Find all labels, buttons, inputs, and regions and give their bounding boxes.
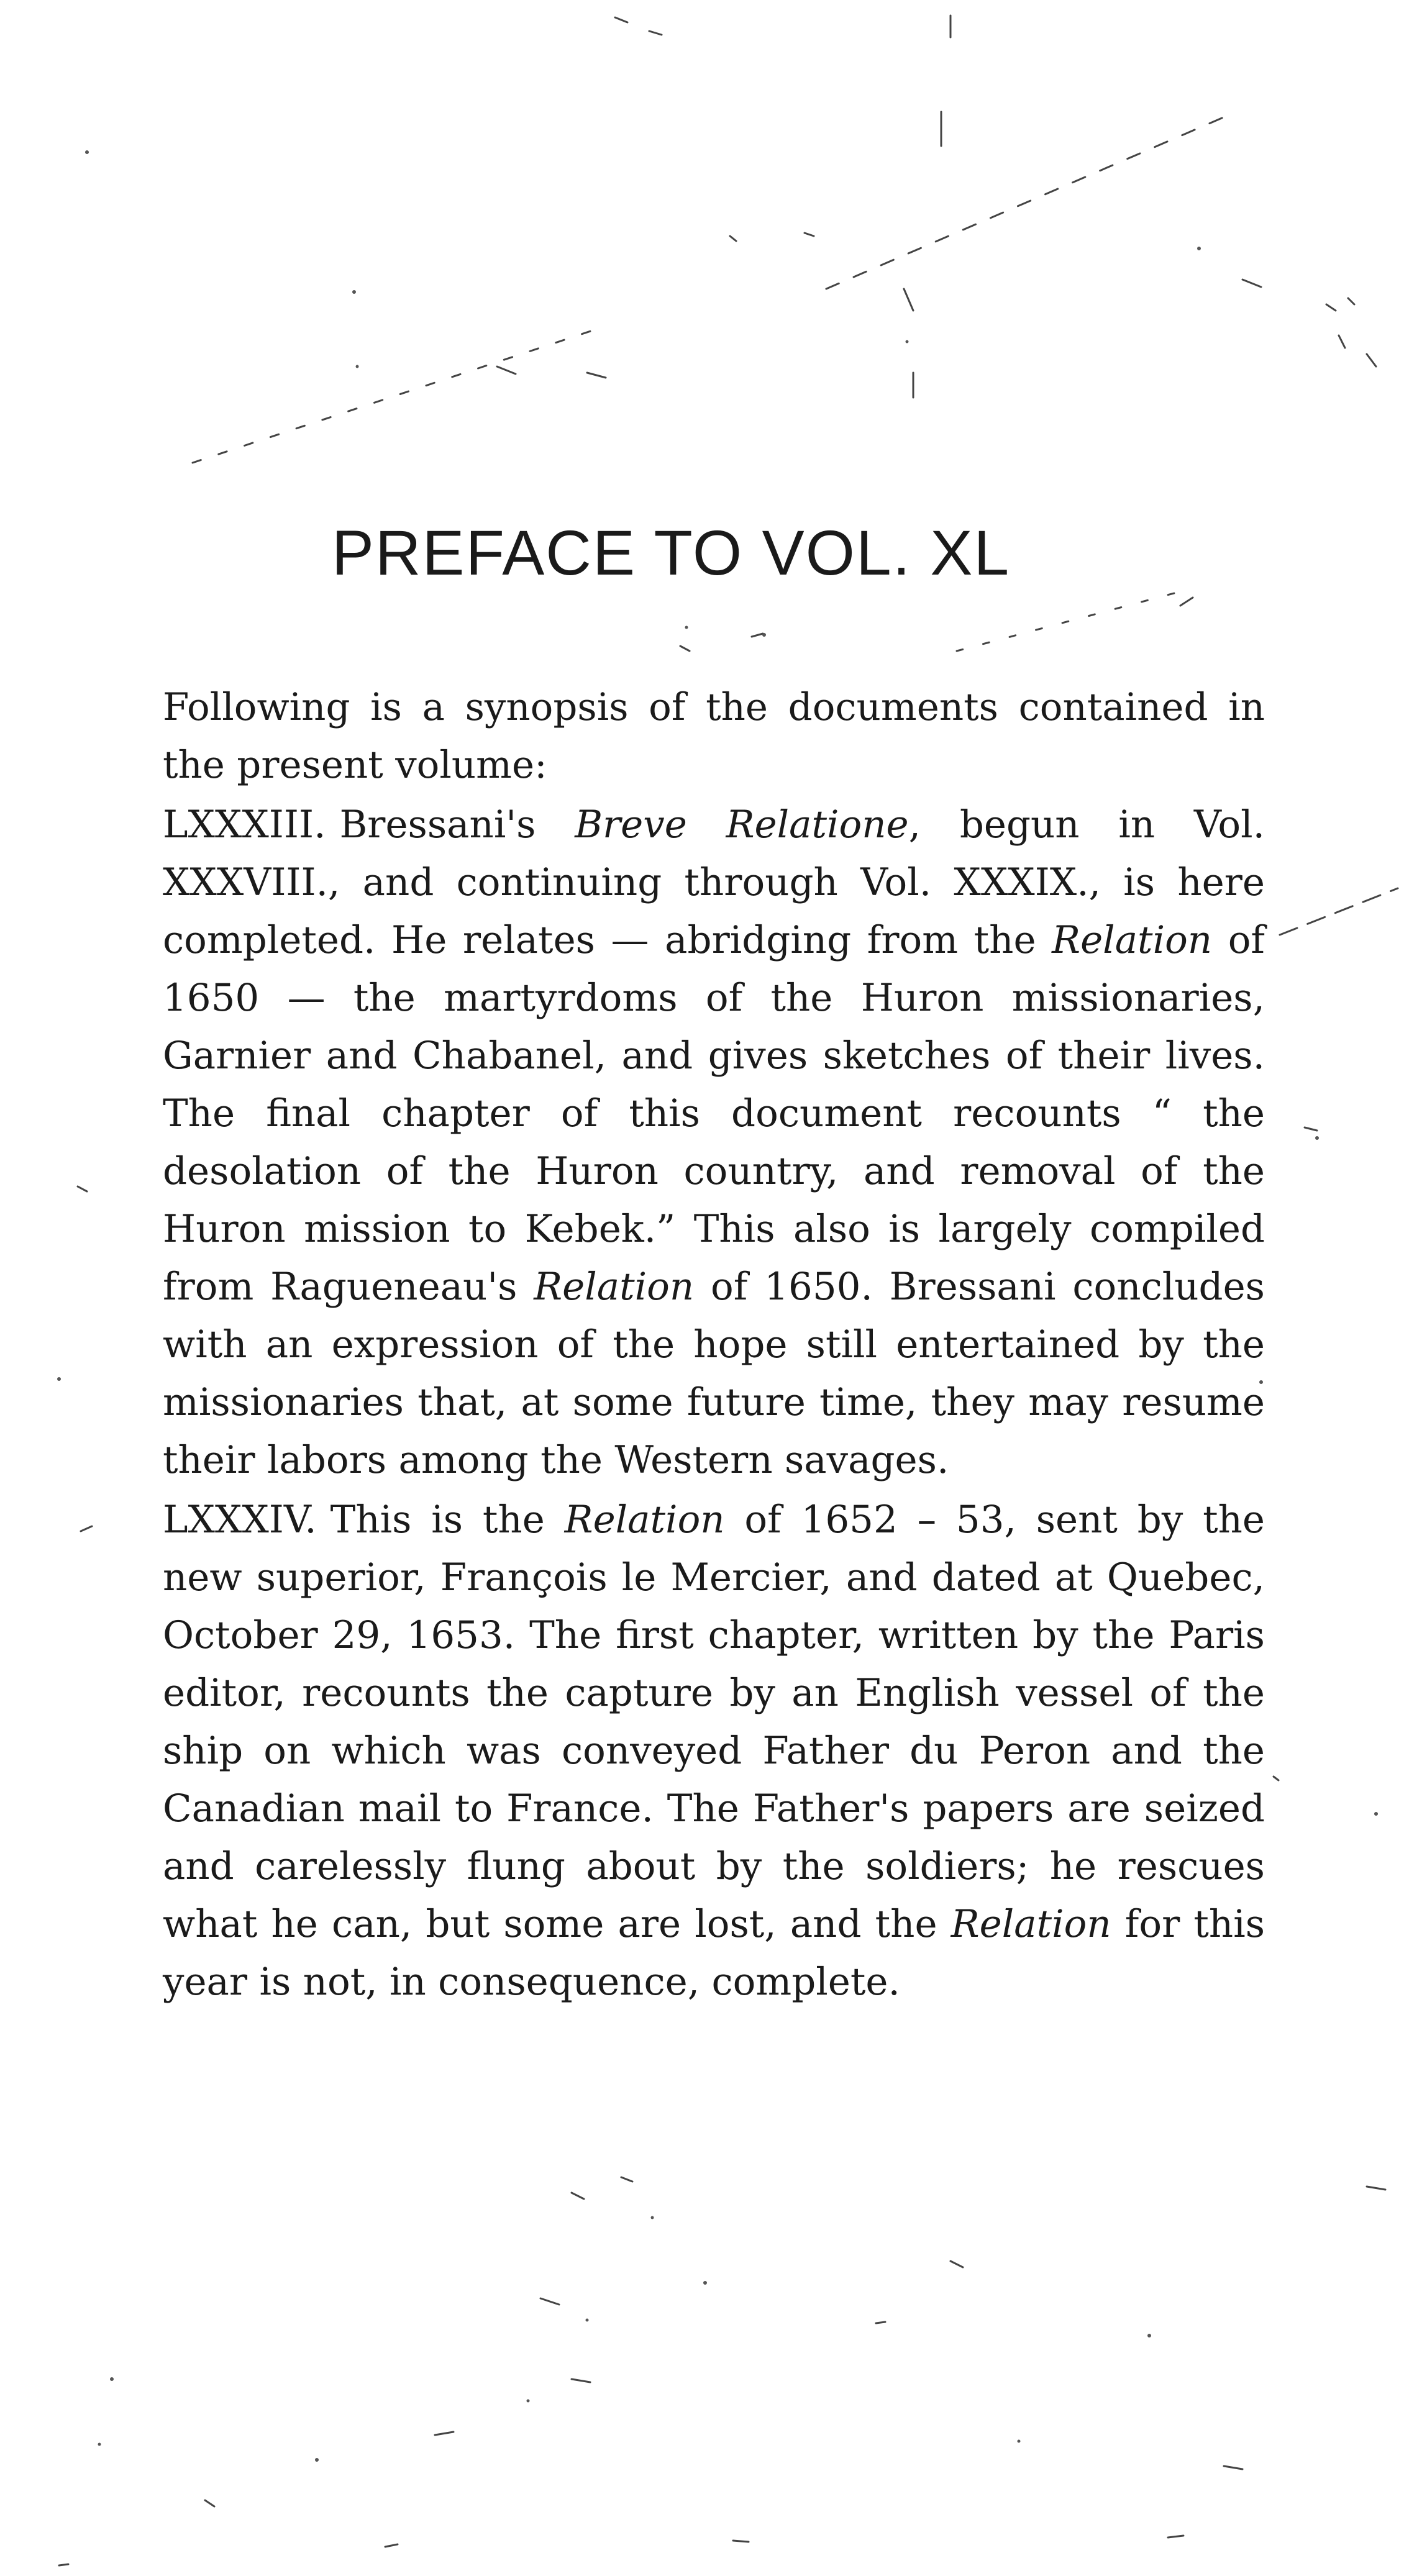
entry-label: LXXXIII. [163, 803, 326, 847]
page-title: PREFACE TO VOL. XL [331, 517, 1011, 588]
entry-label: LXXXIV. [163, 1498, 317, 1542]
entry-text: of 1650 — the martyrdoms of the Huron missionaries, Garnier and Chabanel, and gives sketches of their lives. The final chapter of this document recounts “ the desolation of the Huron country, and removal of the Huron mission to Kebek.” This also is largely compiled from Ragueneau's [163, 918, 1265, 1309]
entry-paragraph [163, 1491, 1265, 2011]
entry-text: , begun in Vol. XXXVIII., and continuing through Vol. XXXIX., is here completed. He relates — abridging from the [163, 803, 1265, 962]
entry-text-italic: Relation [1052, 918, 1213, 962]
entry-text: for this year is not, in consequence, complete. [163, 1902, 1265, 2004]
preface-body [163, 678, 1265, 2013]
intro-paragraph: Following is a synopsis of the documents contained in the present volume: [163, 685, 1265, 787]
entry-text-italic: Relation [534, 1265, 695, 1309]
entry-text: of 1652 – 53, sent by the new superior, François le Mercier, and dated at Quebec, October 29, 1653. The first chapter, written by the Paris editor, recounts the capture by an English vessel of the ship on which was conveyed Father du Peron and the Canadian mail to France. The Father's papers are seized and carelessly flung about by the soldiers; he rescues what he can, but some are lost, and the [163, 1498, 1265, 1946]
entry-paragraph [163, 796, 1265, 1489]
entry-text: Bressani's [339, 803, 575, 847]
entry-text-italic: Relation [950, 1902, 1111, 1946]
entry-text: This is the [330, 1498, 565, 1542]
entry-text-italic: Breve Relatione [575, 803, 909, 847]
entry-text: of 1650. Bressani concludes with an expression of the hope still entertained by the missionaries that, at some future time, they may resume their labors among the Western savages. [163, 1265, 1265, 1482]
entry-text-italic: Relation [564, 1498, 725, 1542]
